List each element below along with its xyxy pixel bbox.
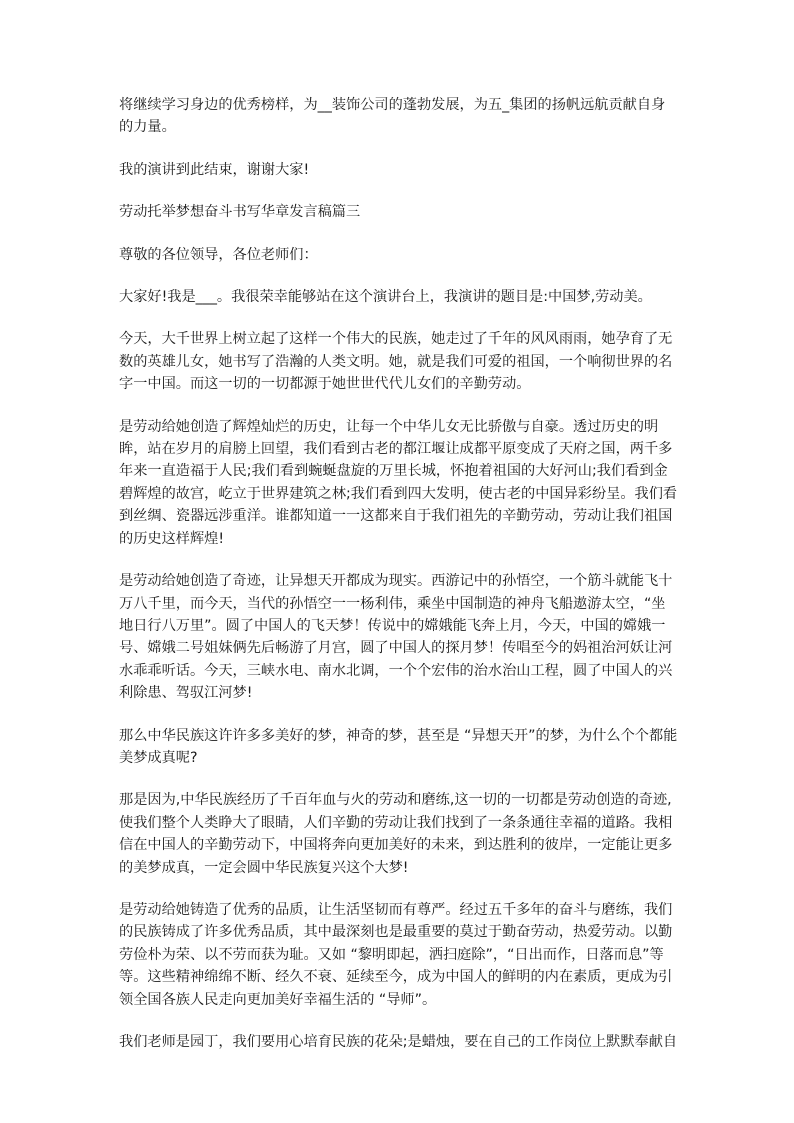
section-title: 劳动托举梦想奋斗书写华章发言稿篇三 — [119, 204, 361, 221]
paragraph-history: 是劳动给她创造了辉煌灿烂的历史，让每一个中华儿女无比骄傲与自豪。透过历史的明眸，站在岁月的肩膀上回望，我们看到古老的都江堰让成都平原变成了天府之国，两千多年来一直造福于人民;我们看到蜿蜒盘旋的万里长城，怀抱着祖国的大好河山;我们看到金碧辉煌的故宫，屹立于世界建筑之林;我们看到四大发明，使古老的中国异彩纷呈。我们看到丝绸、瓷器远涉重洋。谁都知道一一这都来自于我们祖先的辛勤劳动，劳动让我们祖国的历史这样辉煌! — [119, 418, 678, 547]
paragraph-question: 那么中华民族这许许多多美好的梦，神奇的梦，甚至是 “异想天开”的梦，为什么个个都能美梦成真呢? — [119, 727, 678, 766]
paragraph-qualities: 是劳动给她铸造了优秀的品质，让生活坚韧而有尊严。经过五千多年的奋斗与磨练，我们的民族铸成了许多优秀品质，其中最深刻也是最重要的莫过于勤奋劳动，热爱劳动。以勤劳俭朴为荣、以不劳而获为耻。又如 “黎明即起，洒扫庭除”，“日出而作，日落而息”等等。这些精神绵绵不断、经久不衰、延续至今，成为中国人的鲜明的内在素质，更成为引领全国各族人民走向更加美好幸福生活的 “导师”。 — [119, 901, 673, 1008]
paragraph-nation: 今天，大千世界上树立起了这样一个伟大的民族，她走过了千年的风风雨雨，她孕育了无数的英雄儿女，她书写了浩瀚的人类文明。她，就是我们可爱的祖国，一个响彻世界的名字一中国。而这一切的一切都源于她世世代代儿女们的辛勤劳动。 — [119, 331, 673, 393]
paragraph-miracles: 是劳动给她创造了奇迹，让异想天开都成为现实。西游记中的孙悟空，一个筋斗就能飞十万八千里，而今天，当代的孙悟空一一杨利伟，乘坐中国制造的神舟飞船遨游太空，“坐地日行八万里”。圆了中国人的飞天梦！传说中的嫦娥能飞奔上月，今天，中国的嫦娥一号、嫦娥二号姐妹俩先后畅游了月宫，圆了中国人的探月梦！传唱至今的妈祖治河妖让河水乖乖听话。今天，三峡水电、南水北调，一个个宏伟的治水治山工程，圆了中国人的兴利除患、驾驭江河梦! — [119, 573, 673, 702]
paragraph-closing-pledge: 将继续学习身边的优秀榜样，为__装饰公司的蓬勃发展，为五_集团的扬帆远航贡献自身的力量。 — [119, 97, 666, 136]
paragraph-speech-end: 我的演讲到此结束，谢谢大家! — [119, 161, 310, 178]
paragraph-greeting: 大家好!我是___。我很荣幸能够站在这个演讲台上，我演讲的题目是:中国梦,劳动美。 — [119, 289, 652, 306]
paragraph-reason: 那是因为,中华民族经历了千百年血与火的劳动和磨练,这一切的一切都是劳动创造的奇迹,使我们整个人类睁大了眼睛，人们辛勤的劳动让我们找到了一条条通往幸福的道路。我相信在中国人的辛勤劳动下，中国将奔向更加美好的未来，到达胜利的彼岸，一定能让更多的美梦成真，一定会圆中华民族复兴这个大梦! — [119, 792, 673, 876]
paragraph-salutation: 尊敬的各位领导，各位老师们： — [119, 246, 318, 263]
paragraph-teachers: 我们老师是园丁，我们要用心培育民族的花朵;是蜡烛，要在自己的工作岗位上默默奉献自 — [119, 1034, 678, 1050]
